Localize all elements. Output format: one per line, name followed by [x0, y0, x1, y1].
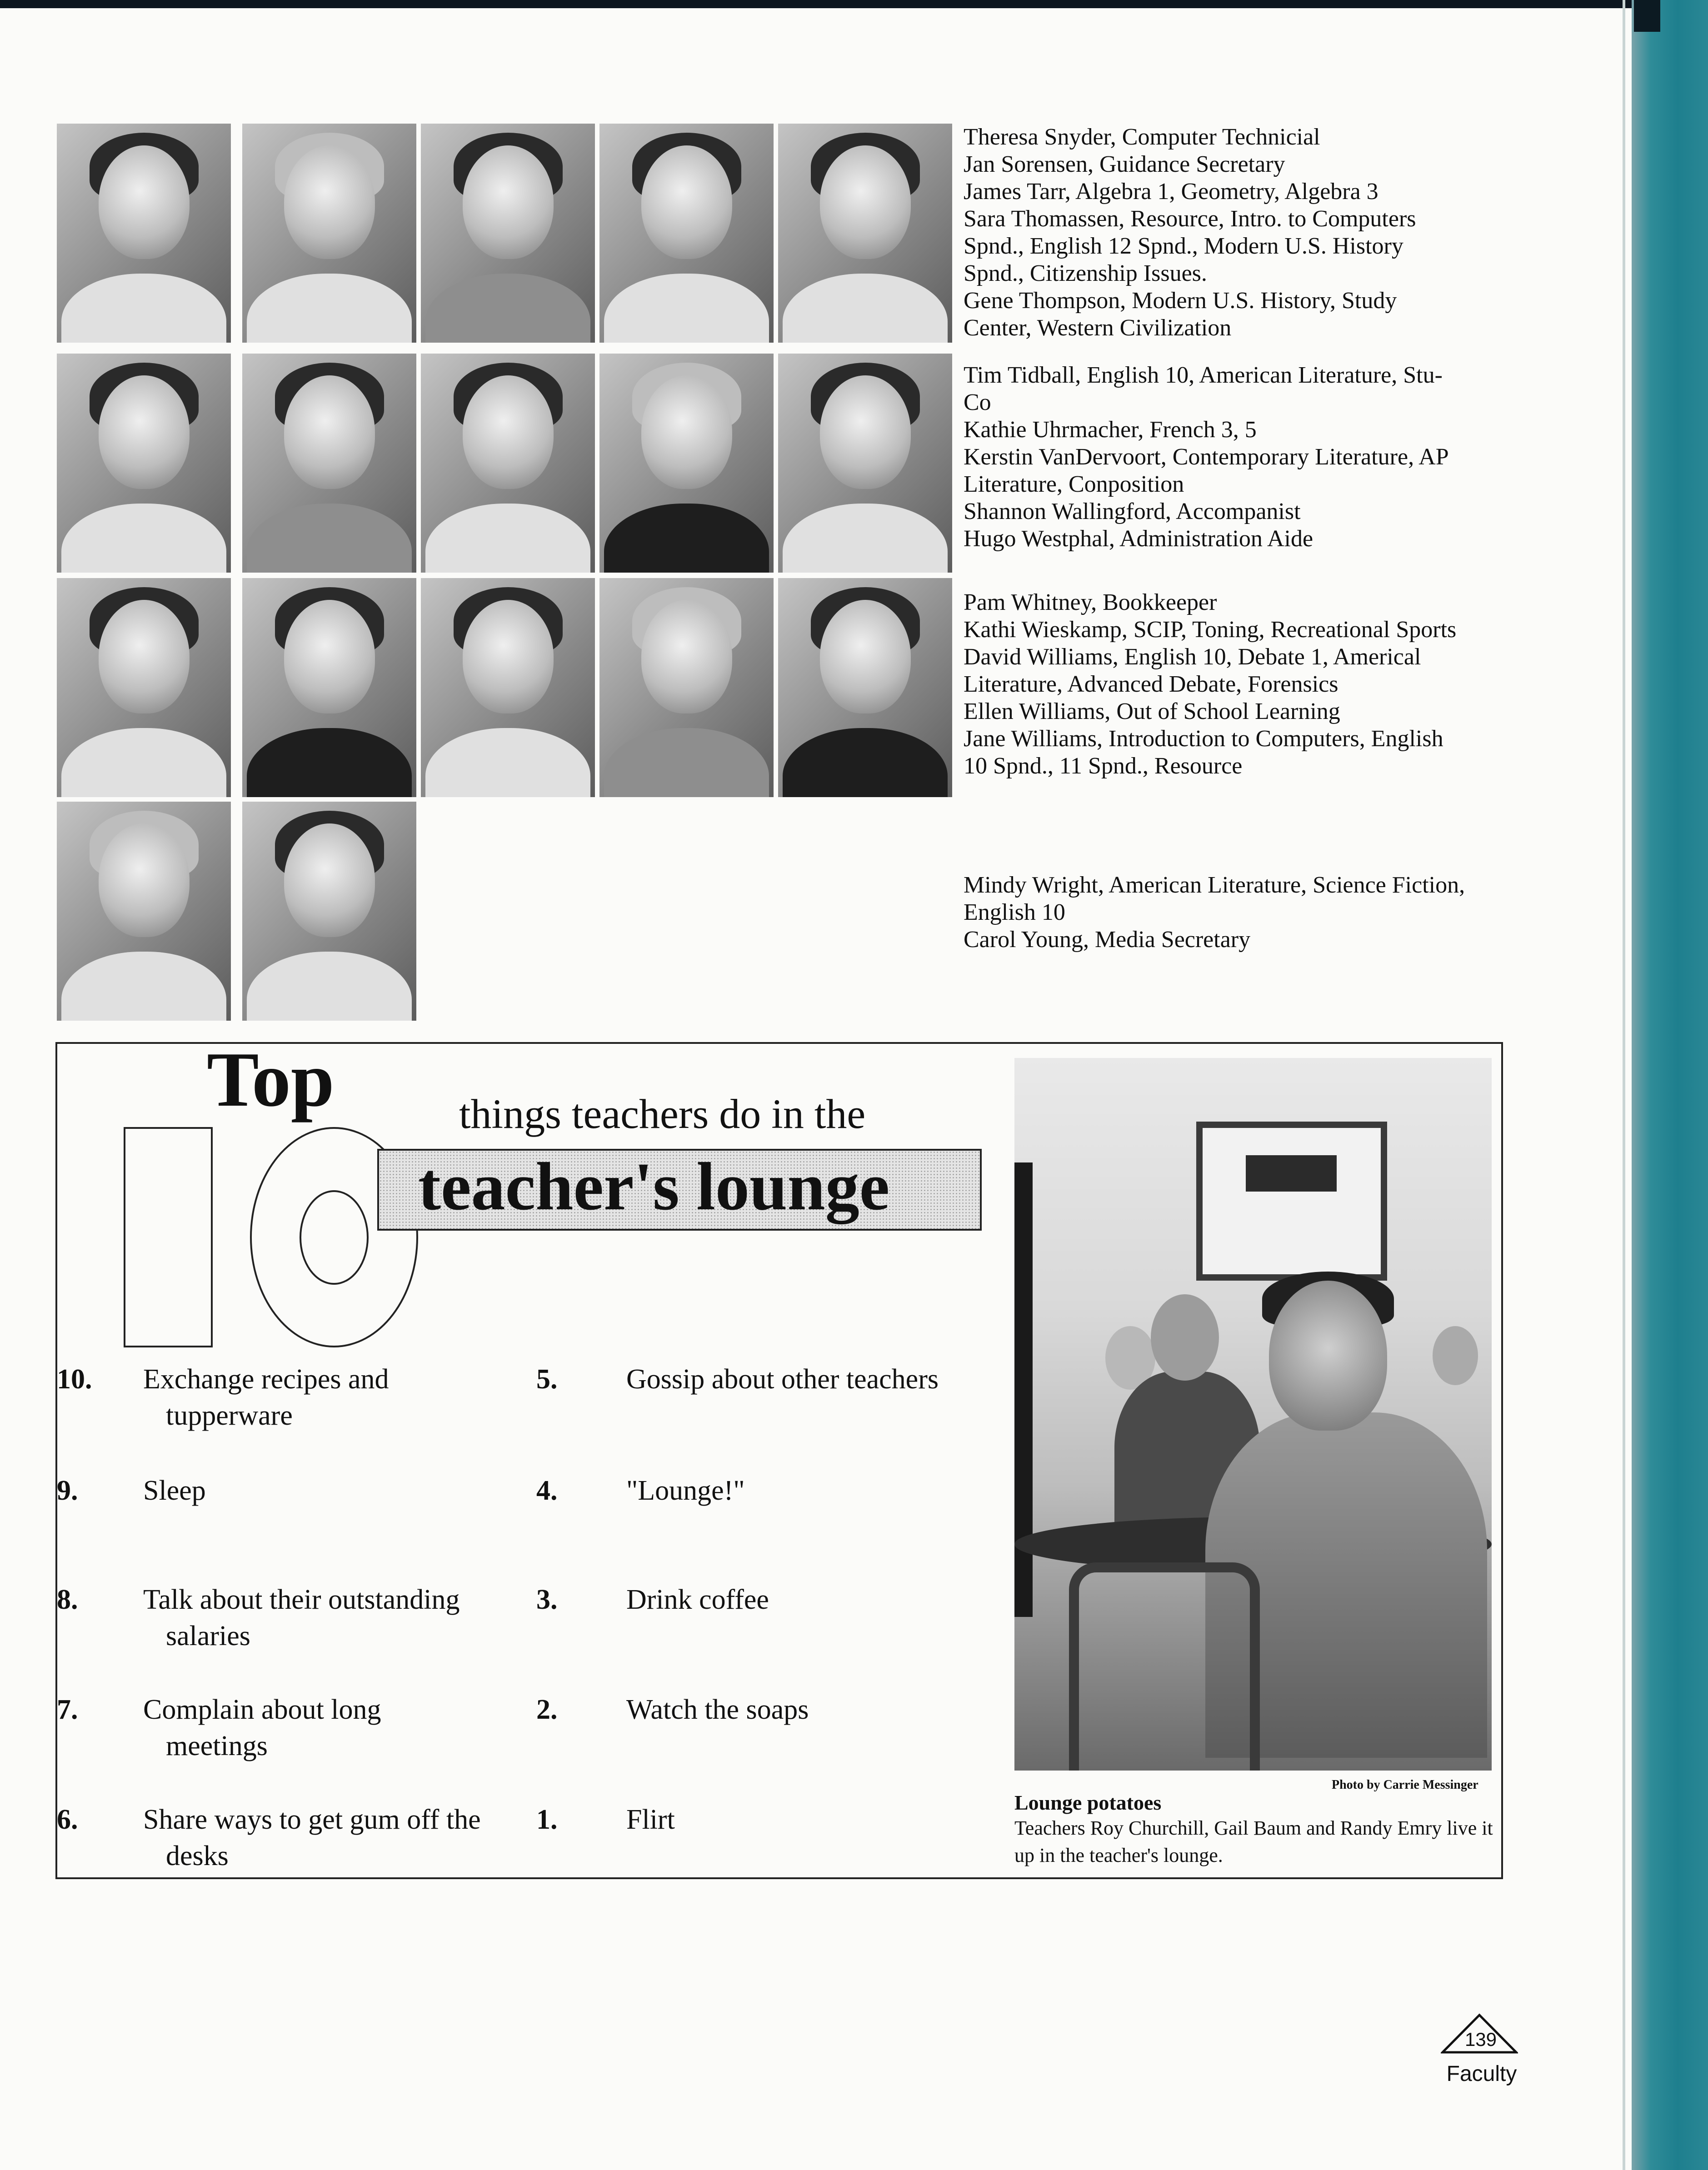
portrait-photo — [778, 578, 952, 797]
list-item — [143, 1581, 543, 1654]
lounge-photo — [1014, 1058, 1492, 1771]
portrait-photo — [57, 802, 231, 1021]
portrait-photo — [242, 802, 416, 1021]
caption-line: Literature, Conposition — [964, 471, 1184, 497]
item-text: Drink coffee — [626, 1584, 769, 1615]
caption-line: David Williams, English 10, Debate 1, Americal — [964, 644, 1421, 670]
item-text-continued: desks — [166, 1841, 229, 1871]
item-text: Gossip about other teachers — [626, 1364, 939, 1395]
caption-line: Ellen Williams, Out of School Learning — [964, 698, 1340, 724]
portrait-photo — [421, 124, 595, 343]
portrait-photo — [242, 578, 416, 797]
page-top-edge — [0, 0, 1708, 8]
caption-line: Jan Sorensen, Guidance Secretary — [964, 151, 1285, 177]
list-number: 7. — [57, 1694, 78, 1725]
portrait-photo — [57, 124, 231, 343]
caption-line: 10 Spnd., 11 Spnd., Resource — [964, 753, 1243, 779]
list-item — [143, 1691, 543, 1764]
cover-edge — [1632, 0, 1708, 2170]
item-text-continued: tupperware — [166, 1400, 293, 1431]
caption-line: James Tarr, Algebra 1, Geometry, Algebra 3 — [964, 179, 1378, 205]
caption-line: Center, Western Civilization — [964, 315, 1232, 341]
portrait-photo — [242, 124, 416, 343]
list-number: 6. — [57, 1804, 78, 1835]
binding-line — [1623, 0, 1625, 2170]
top-ten-subtitle: things teachers do in the — [459, 1091, 866, 1137]
caption-group-row-4 — [964, 872, 1523, 953]
list-item — [626, 1581, 1026, 1618]
item-text: Sleep — [143, 1475, 206, 1506]
list-number: 5. — [536, 1364, 558, 1395]
list-number: 3. — [536, 1584, 558, 1615]
item-text: Exchange recipes and — [143, 1364, 389, 1395]
item-text: Watch the soaps — [626, 1694, 809, 1725]
caption-line: Shannon Wallingford, Accompanist — [964, 499, 1301, 524]
caption-line: Kathie Uhrmacher, French 3, 5 — [964, 417, 1257, 443]
list-item — [143, 1472, 543, 1509]
caption-line: Co — [964, 389, 991, 415]
portrait-photo — [421, 354, 595, 573]
item-text-continued: meetings — [166, 1731, 268, 1761]
list-number: 2. — [536, 1694, 558, 1725]
portrait-photo — [599, 124, 774, 343]
caption-line: Carol Young, Media Secretary — [964, 927, 1251, 953]
list-item — [626, 1801, 1026, 1838]
caption-line: Literature, Advanced Debate, Forensics — [964, 671, 1338, 697]
list-item — [626, 1691, 1026, 1728]
caption-line: Pam Whitney, Bookkeeper — [964, 589, 1217, 615]
portrait-photo — [599, 354, 774, 573]
portrait-photo — [57, 354, 231, 573]
caption-line: Kathi Wieskamp, SCIP, Toning, Recreational Sports — [964, 617, 1457, 643]
caption-group-row-2 — [964, 362, 1523, 553]
list-item — [143, 1361, 543, 1434]
portrait-photo — [599, 578, 774, 797]
item-text: Flirt — [626, 1804, 675, 1835]
list-item — [143, 1801, 543, 1874]
big-number-one — [124, 1127, 213, 1347]
list-number: 4. — [536, 1475, 558, 1506]
caption-line: Theresa Snyder, Computer Technicial — [964, 124, 1320, 150]
list-item — [626, 1361, 1026, 1397]
portrait-photo — [421, 578, 595, 797]
page-number: 139 — [1464, 2029, 1497, 2050]
item-text-continued: salaries — [166, 1621, 250, 1651]
item-text: Complain about long — [143, 1694, 381, 1725]
photo-caption-title: Lounge potatoes — [1014, 1791, 1162, 1814]
caption-line: English 10 — [964, 899, 1065, 925]
list-item — [626, 1472, 1026, 1509]
photo-caption-text: Teachers Roy Churchill, Gail Baum and Randy Emry live it up in the teacher's lounge. — [1014, 1817, 1493, 1866]
top-ten-title: teacher's lounge — [418, 1149, 890, 1224]
cover-corner — [1634, 0, 1660, 32]
list-number: 9. — [57, 1475, 78, 1506]
caption-line: Jane Williams, Introduction to Computers, English — [964, 726, 1443, 752]
caption-line: Tim Tidball, English 10, American Literature, Stu- — [964, 362, 1443, 388]
caption-line: Spnd., Citizenship Issues. — [964, 260, 1207, 286]
caption-line: Mindy Wright, American Literature, Science Fiction, — [964, 872, 1465, 898]
section-label: Faculty — [1446, 2062, 1517, 2086]
caption-line: Kerstin VanDervoort, Contemporary Literature, AP — [964, 444, 1449, 470]
photo-credit: Photo by Carrie Messinger — [1332, 1778, 1478, 1792]
item-text: Talk about their outstanding — [143, 1584, 460, 1615]
caption-group-row-1 — [964, 124, 1523, 342]
portrait-photo — [57, 578, 231, 797]
list-number: 10. — [57, 1364, 92, 1395]
portrait-photo — [242, 354, 416, 573]
list-number: 8. — [57, 1584, 78, 1615]
portrait-photo — [778, 124, 952, 343]
portrait-photo — [778, 354, 952, 573]
list-number: 1. — [536, 1804, 558, 1835]
caption-line: Hugo Westphal, Administration Aide — [964, 526, 1313, 552]
item-text: "Lounge!" — [626, 1475, 745, 1506]
caption-line: Gene Thompson, Modern U.S. History, Study — [964, 288, 1397, 314]
item-text: Share ways to get gum off the — [143, 1804, 481, 1835]
caption-line: Spnd., English 12 Spnd., Modern U.S. History — [964, 233, 1403, 259]
caption-line: Sara Thomassen, Resource, Intro. to Computers — [964, 206, 1416, 232]
top-heading: Top — [207, 1037, 335, 1123]
caption-group-row-3 — [964, 589, 1523, 780]
